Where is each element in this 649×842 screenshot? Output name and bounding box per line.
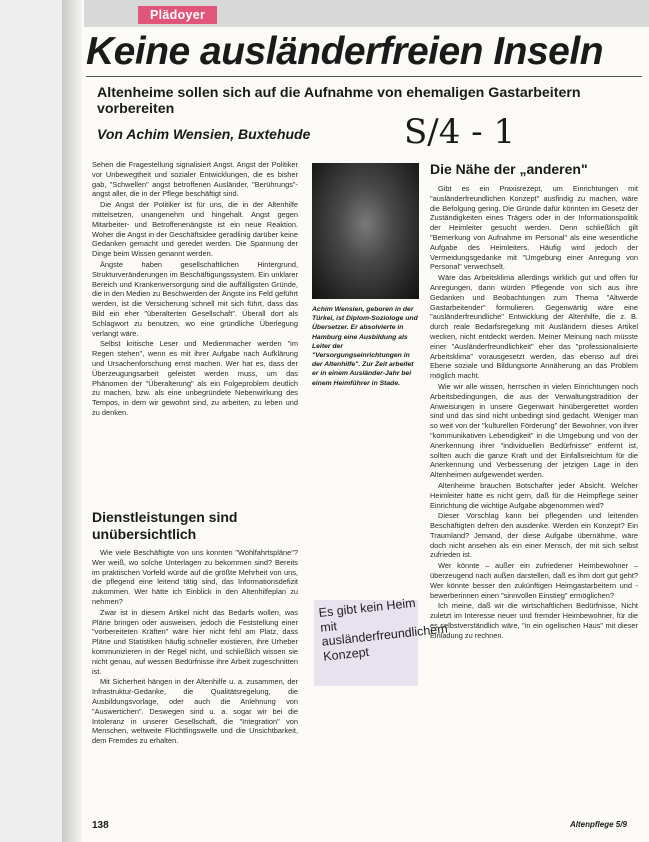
byline: Von Achim Wensien, Buxtehude xyxy=(97,126,311,142)
author-photo xyxy=(312,163,419,299)
paragraph: Wer könnte – außer ein zufriedener Heimbewohner – überzeugend nach außen darstellen, daß es ihm dort gut geht? Wer könnte besser den zukünftigen Heimgastarbeitern und -bewerberinnen einen "sinnvollen Einstieg" ermöglichen? xyxy=(430,561,638,600)
paragraph: Altenheime brauchen Botschafter jeder Absicht. Welcher Heimleiter hätte es nicht gern, daß für die Heimpflege seiner Einrichtung die wichtige Aufgabe abgenommen wird? xyxy=(430,480,638,510)
binding-shadow xyxy=(62,0,82,842)
subheading-naehe: Die Nähe der „anderen" xyxy=(430,161,588,177)
column-3 xyxy=(430,184,638,812)
column-1 xyxy=(92,160,298,505)
photo-caption: Achim Wensien, geboren in der Türkei, ist Diplom-Soziologe und Übersetzer. Er absolvierte in Hamburg eine Ausbildung als Leiter der "Versorgungseinrichtungen in der Altenhilfe". Zur Zeit arbeitet er in einem Ausländer-Jahr bei einem Heimführer in Stade. xyxy=(312,306,418,387)
paragraph: Dieser Vorschlag kann bei pflegenden und leitenden Beschäftigten defren den ausdenke. Werden ein Konzept? Ein Traumland? Jemand, der diese Aufgabe übernähme, wäre doch nicht ansehen als ein einer Mensch, der mit sich selbst zufrieden ist. xyxy=(430,511,638,560)
magazine-footer: Altenpflege 5/9 xyxy=(570,820,627,829)
section-kicker: Plädoyer xyxy=(138,6,217,24)
paragraph: Gibt es ein Praxisrezept, um Einrichtungen mit "ausländerfreundlichen Konzept" ausfindig zu machen, wäre die Befolgung gering. Die Gründe dafür könnten im Gesetz der Zuständigkeiten eines Trägers oder in der Informationspolitik der Heimleiter gesucht werden. Denn schließlich gilt "Bemerkung von Aufnahme im Personal" als eine wesentliche Aufgabe des Heimleiters. Häufig wird jedoch der Vermeidungsgedanke mit "Umgebung einer Anregung von Personal" verwechselt. xyxy=(430,184,638,272)
paragraph: Wäre das Arbeitsklima allerdings wirklich gut und offen für Anregungen, dann würden Pflegende von sich aus ihre Gedanken und Beobachtungen zum Thema "Altwerde Gastarbeitender" formulieren. Gegenwärtig wäre eine "ausländerfreundliche" Entwicklung der Altenhilfe, die z. B. durch reale Bedarfsregelung mit Ausländern dieses Artikel wecken, nicht entdeckt werden. Meiner Meinung nach müsste einer "Ausländerfreundlichkeit" eher das "professionalisierte Arbeitsklima" vorausgesetzt werden, das ebenso auf drei Ebene soziale und Bildungsorte Annäherung an das Problem möglich macht. xyxy=(430,273,638,381)
paragraph: Die Angst der Politiker ist für uns, die in der Altenhilfe mittelsetzen, unangenehm und hingehalt. Angst gegen Mitarbeiter- und Betroffenenängste ist ein neue Reaktion. Woher die Angst in der Geschäftsidee geradlinig darüber keine Gedanken gemacht und geredet werden. Die Spannung der Dinge beim Wissen genannt werden. xyxy=(92,200,298,259)
paragraph: Ängste haben gesellschaftlichen Hintergrund, Strukturveränderungen im Beschäftigungssystem. Ein unklarer Bereich und Krankenversorgung sind die auffälligsten Gründe, die in den Medien zu Beschwerden der Ängste ins Feld geführt werden, ist die Versicherung schnell mit sich führt, dass das Bild ein eher "überalterten Gesellschaft". Überall dort als Schlagwort zu benutzen, wo eine gründliche Überlegung verlangt wäre. xyxy=(92,259,298,338)
paragraph: Selbst kritische Leser und Medienmacher werden "im Regen stehen", wenn es mit ihrer Aufgabe nach Aufklärung und Ursachenforschung ernst machen. Wer hat es, dass der Überzeugungsarbeit geleistet werden muss, um das Phänomen der "Überalterung" als ein Folgeproblem deutlich zu machen, bzw. als eine unbegründete Nebenwirkung des Tempos, in dem wir gewohnt sind, zu arbeiten, zu leben und zu denken. xyxy=(92,339,298,417)
paragraph: Sehen die Fragestellung signalisiert Angst. Angst der Politiker vor Unbewegtheit und sozialer Entwicklungen, die es bisher gab, "Schwellen" angst betroffenen Ausländer, "Berührungs"-angst aller, die in der Pflege beschäftigt sind. xyxy=(92,160,298,199)
paragraph: Ich meine, daß wir die wirtschaftlichen Bedürfnisse, Nicht zuletzt im Interesse neuer und fremder Heimbewohner, für die es selbstverständlich wäre, "in ein ogelischen Haus" mit dieser Einladung zu rechnen. xyxy=(430,601,638,640)
subheading-dienstleistungen: Dienstleistungen sind unübersichtlich xyxy=(92,509,238,542)
article-deck: Altenheime sollen sich auf die Aufnahme von ehemaligen Gastarbeitern vorbereiten xyxy=(97,85,581,117)
handwritten-annotation: S/4 - 1 xyxy=(404,112,516,152)
left-page-edge xyxy=(0,0,62,842)
paragraph: Zwar ist in diesem Artikel nicht das Bedarfs wollen, was Pläne bringen oder ausweisen, jedoch die Feststellung einer "vorbereiteten Kräften" wäre hier nicht fehl am Platz, dass Pläne und Statistiken häufig schneller existieren, ihre Urheber kommunizieren in der Regel nicht, und schließlich wissen sie nicht genau, auf wessen Bedürfnisse ihre Arbeit zugeschnitten ist. xyxy=(92,607,298,676)
article-title: Keine ausländerfreien Inseln xyxy=(86,30,604,73)
column-1b xyxy=(92,548,298,810)
page-number: 138 xyxy=(92,820,109,831)
pull-quote xyxy=(314,595,449,686)
pull-quote-text: Es gibt kein Heim mit ausländerfreundlichem Konzept xyxy=(318,595,449,664)
paragraph: Wie viele Beschäftigte von uns konnten "Wohlfahrtspläne"? Wer weiß, wo solche Unterlagen zu bekommen sind? Bereits im praktischen Vorfeld würde auf die größte Mehrheit von uns, die pflegend eine leitend tätig sind, das Informationsdefizit zukommen. Wer hätte ich Einblick in den Altenhilfeplan zu nehmen? xyxy=(92,548,298,606)
title-rule xyxy=(86,76,642,77)
paragraph: Wie wir alle wissen, herrschen in vielen Einrichtungen noch Arbeitsbedingungen, die aus der Verwaltungstradition der Anweisungen in unsere Gegenwart hinübergerettet worden sind und das sind nicht unbedingt sind gedacht. Weniger man so weit von der "kulturellen Förderung" der Bewohner, von ihrer "kommunikativen Lebendigkeit" in die Umgebung und von der Anerkennung ihrer "individuellen Bedürfnisse" entfernt ist, sollten auch die ganze Kraft und der Einfallsreichtum für die Anerkennung und Verbesserung der jetzigen Lage in den Altenheimen aufgewendet werden. xyxy=(430,381,638,480)
paragraph: Mit Sicherheit hängen in der Altenhilfe u. a. zusammen, der Infrastruktur-Gedanke, die Qualitätsregelung, die Ausbildungsvorlage, oder auch die Anlehnung von "Auswertichen". Deswegen sind u. a. sogar wir bei die Intoleranz in unserer Gesellschaft, die "Integration" von Menschen, weltweite Flüchtlingswelle und die Unsichtbarkeit, dem Fremdes zu erhalten. xyxy=(92,677,298,746)
